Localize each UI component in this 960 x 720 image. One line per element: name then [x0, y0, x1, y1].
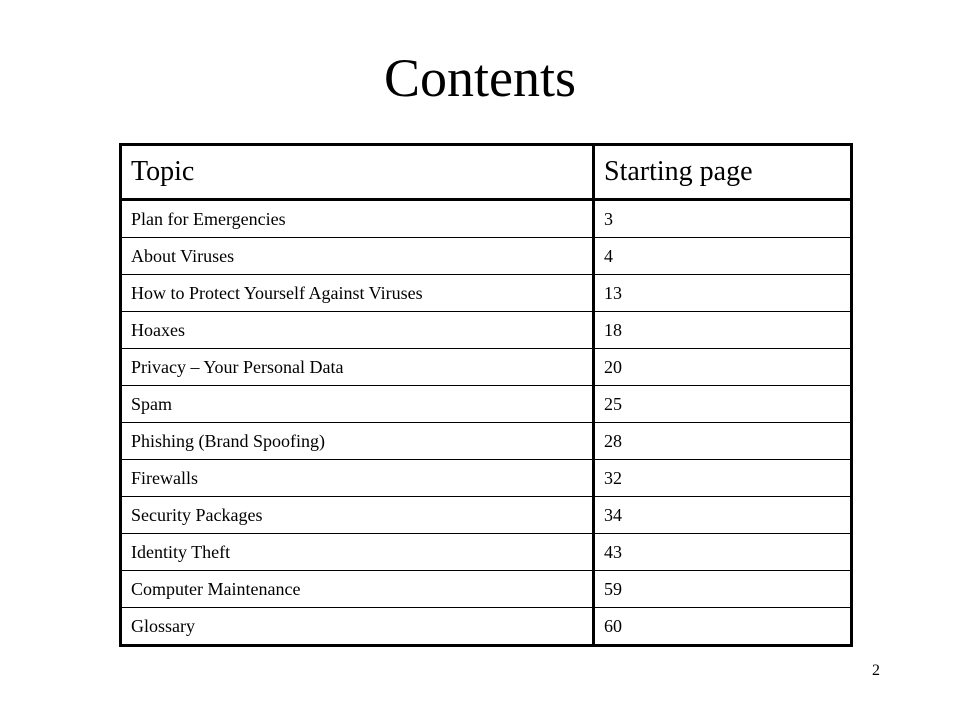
topic-cell: Computer Maintenance	[121, 571, 594, 608]
page-cell: 34	[594, 497, 852, 534]
topic-cell: Security Packages	[121, 497, 594, 534]
contents-table	[119, 143, 853, 647]
topic-cell: Privacy – Your Personal Data	[121, 349, 594, 386]
header-topic: Topic	[121, 145, 594, 200]
page-cell: 3	[594, 200, 852, 238]
topic-cell: Hoaxes	[121, 312, 594, 349]
topic-cell: About Viruses	[121, 238, 594, 275]
topic-cell: Phishing (Brand Spoofing)	[121, 423, 594, 460]
topic-cell: Glossary	[121, 608, 594, 646]
slide-number: 2	[872, 662, 880, 679]
table-row	[121, 497, 852, 534]
table-row	[121, 238, 852, 275]
topic-cell: Plan for Emergencies	[121, 200, 594, 238]
table-row	[121, 275, 852, 312]
table-row	[121, 534, 852, 571]
topic-cell: Spam	[121, 386, 594, 423]
table-row	[121, 312, 852, 349]
table-row	[121, 571, 852, 608]
slide-title: Contents	[383, 48, 576, 108]
table-row	[121, 423, 852, 460]
page-cell: 28	[594, 423, 852, 460]
header-starting-page: Starting page	[594, 145, 852, 200]
page-cell: 13	[594, 275, 852, 312]
page-cell: 18	[594, 312, 852, 349]
table-row	[121, 608, 852, 646]
table-row	[121, 386, 852, 423]
table-row	[121, 200, 852, 238]
page-cell: 43	[594, 534, 852, 571]
topic-cell: How to Protect Yourself Against Viruses	[121, 275, 594, 312]
page-cell: 59	[594, 571, 852, 608]
page-cell: 20	[594, 349, 852, 386]
topic-cell: Identity Theft	[121, 534, 594, 571]
table-header-row	[121, 145, 852, 200]
table-row	[121, 349, 852, 386]
page-cell: 25	[594, 386, 852, 423]
table-row	[121, 460, 852, 497]
topic-cell: Firewalls	[121, 460, 594, 497]
page-cell: 60	[594, 608, 852, 646]
page-cell: 4	[594, 238, 852, 275]
page-cell: 32	[594, 460, 852, 497]
